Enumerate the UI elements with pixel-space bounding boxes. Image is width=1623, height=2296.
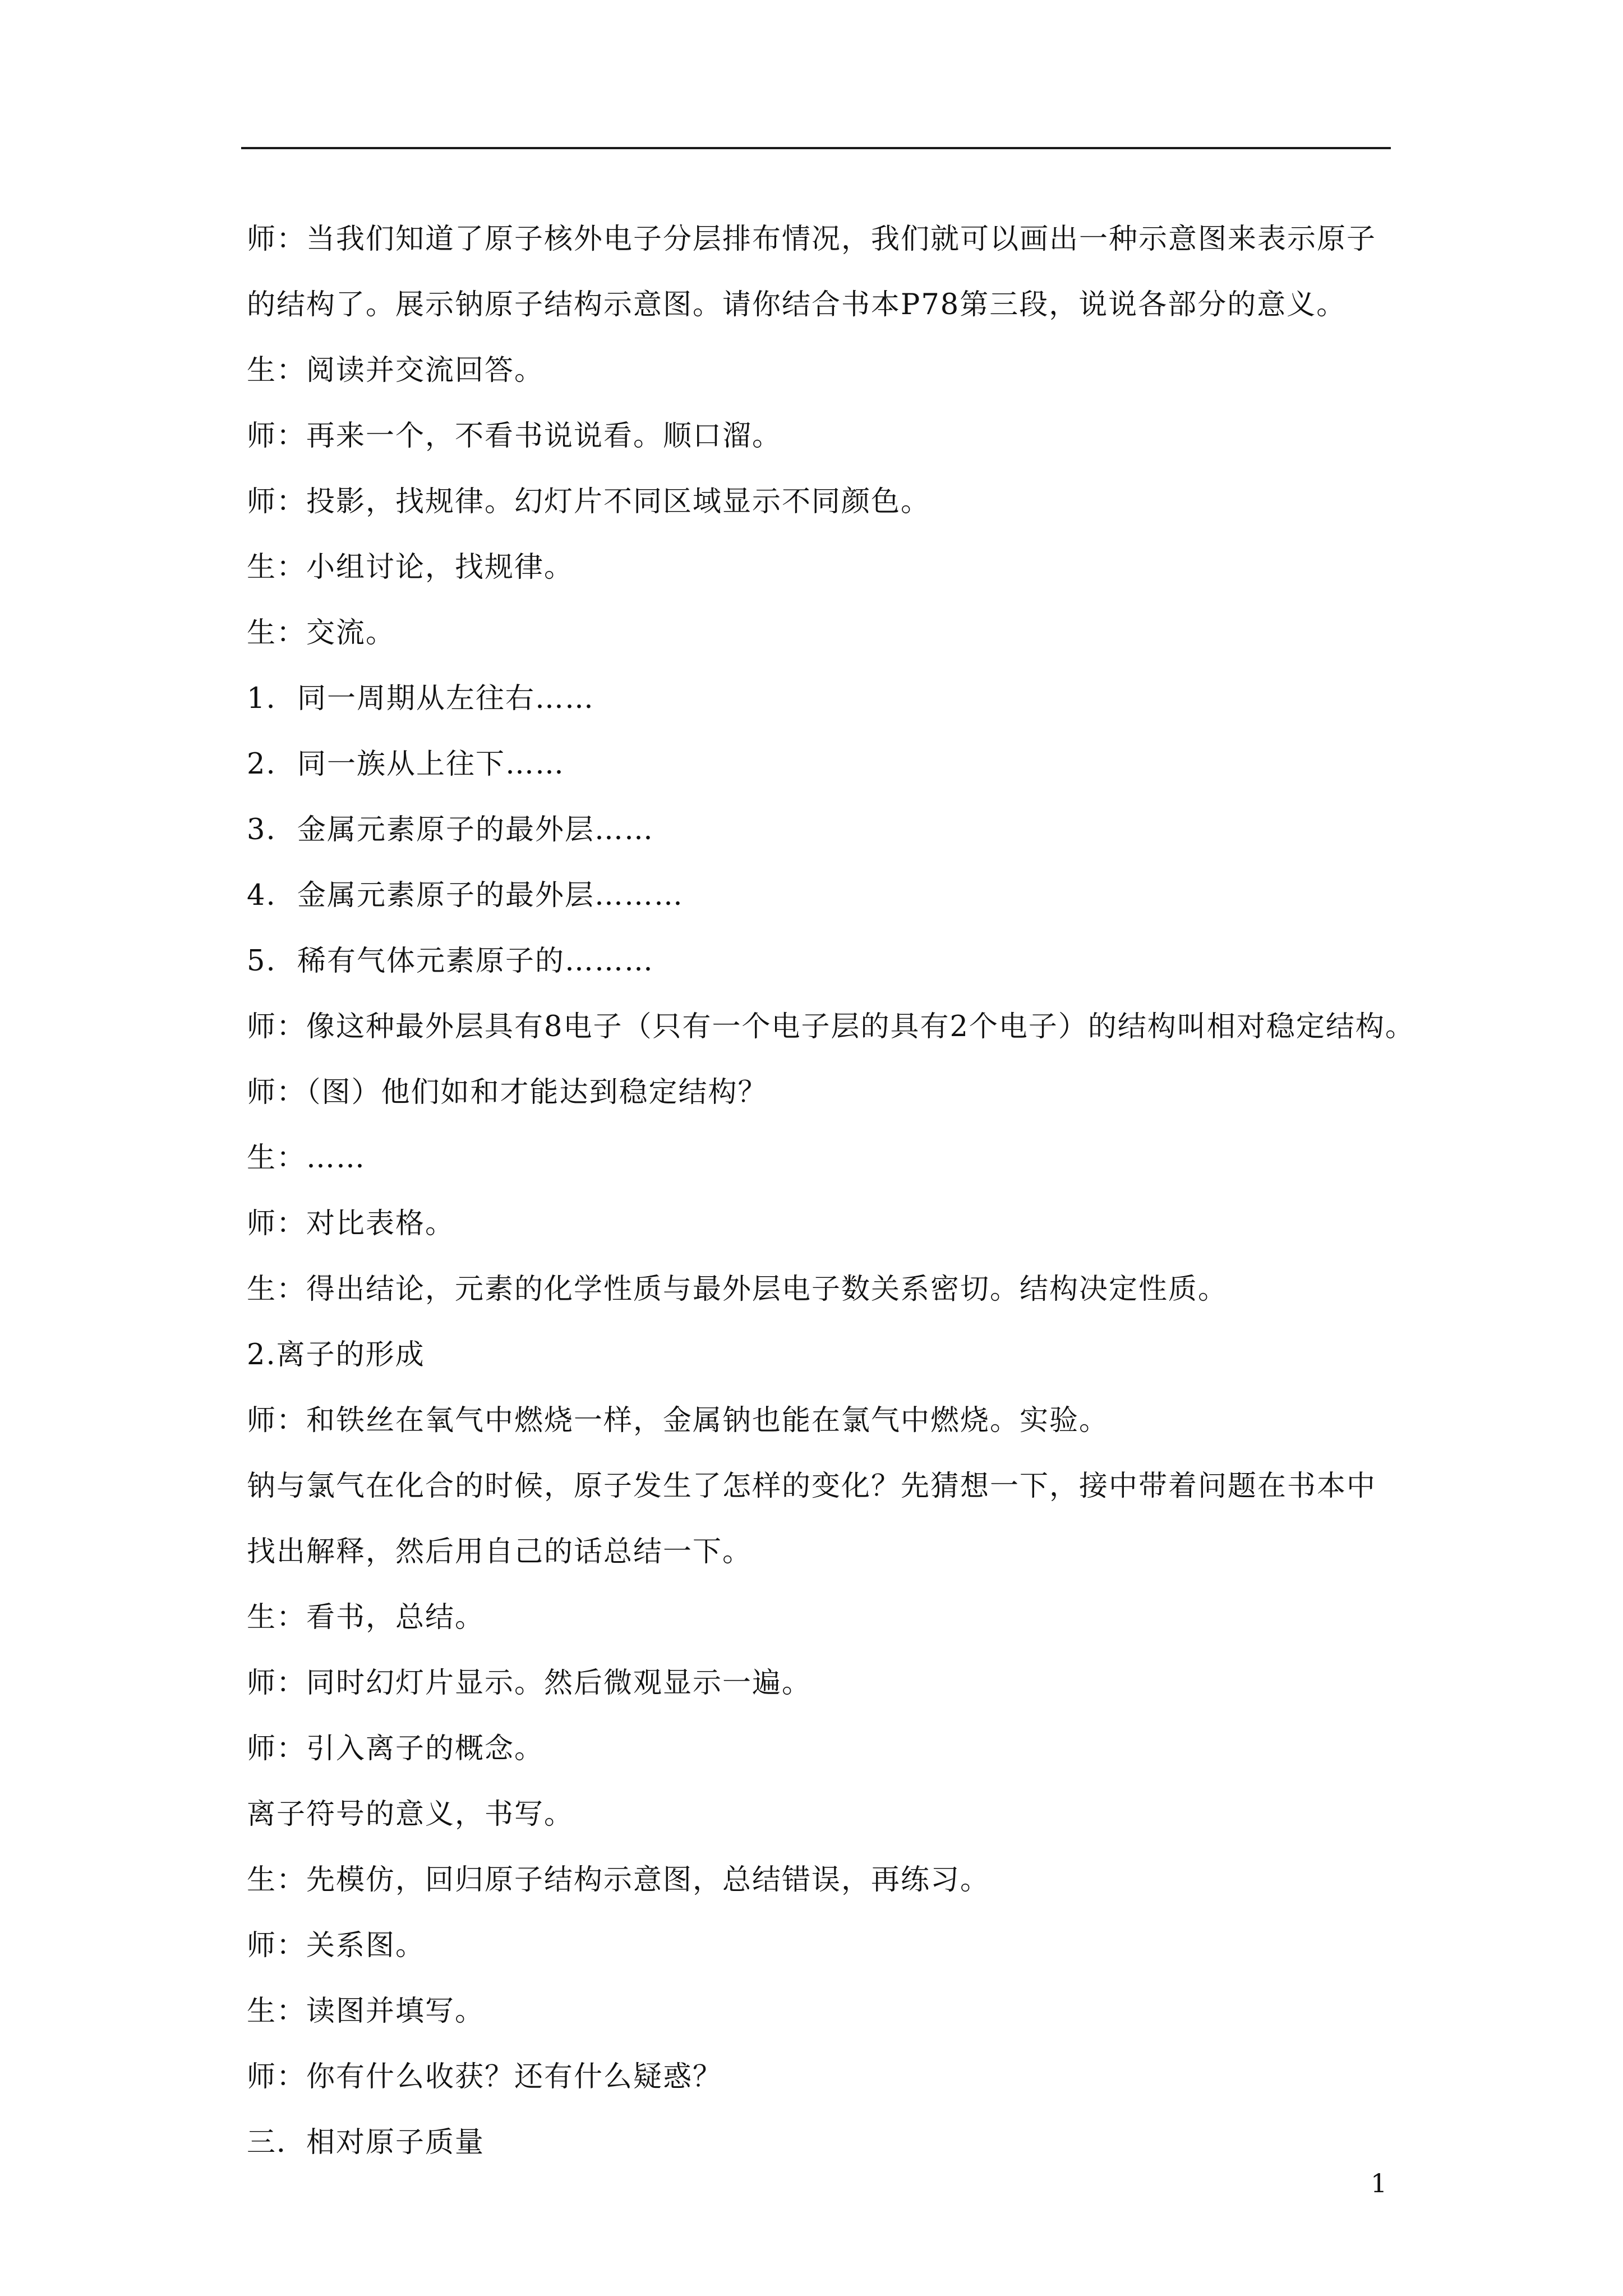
list-item-number: 5. xyxy=(247,945,276,978)
list-item-number: 4. xyxy=(247,879,276,912)
paragraph: 生：看书，总结。 xyxy=(247,1601,485,1634)
document-body xyxy=(247,206,1415,2175)
header-rule xyxy=(241,147,1391,149)
list-item-text: 金属元素原子的最外层…… xyxy=(297,813,654,846)
paragraph: 师：（图）他们如和才能达到稳定结构？ xyxy=(247,1076,768,1109)
paragraph: 师：和铁丝在氧气中燃烧一样，金属钠也能在氯气中燃烧。实验。 xyxy=(247,1404,1109,1437)
list-item-number: 3. xyxy=(247,813,276,846)
list-item xyxy=(247,863,1402,928)
list-item-text: 金属元素原子的最外层……… xyxy=(297,879,684,912)
paragraph: 生：读图并填写。 xyxy=(247,1995,485,2028)
paragraph: 师：对比表格。 xyxy=(247,1207,455,1240)
paragraph: 生：交流。 xyxy=(247,616,396,650)
list-item-text: 稀有气体元素原子的……… xyxy=(297,945,654,978)
list-item-number: 1. xyxy=(247,682,276,715)
section-heading: 三．相对原子质量 xyxy=(247,2126,485,2159)
list-item-text: 同一族从上往下…… xyxy=(297,748,565,781)
paragraph: 生：阅读并交流回答。 xyxy=(247,354,545,387)
list-item xyxy=(247,666,1402,731)
paragraph: 生：先模仿，回归原子结构示意图，总结错误，再练习。 xyxy=(247,1864,990,1897)
paragraph: 师：投影，找规律。幻灯片不同区域显示不同颜色。 xyxy=(247,485,931,518)
paragraph: 师：引入离子的概念。 xyxy=(247,1732,545,1765)
list-item-text: 同一周期从左往右…… xyxy=(297,682,595,715)
paragraph: 师：你有什么收获？还有什么疑惑？ xyxy=(247,2060,723,2093)
list-item xyxy=(247,928,1402,994)
paragraph: 师：当我们知道了原子核外电子分层排布情况，我们就可以画出一种示意图来表示原子的结构了。展示钠原子结构示意图。请你结合书本P78第三段，说说各部分的意义。 xyxy=(247,223,1377,321)
paragraph: 师：像这种最外层具有8电子（只有一个电子层的具有2个电子）的结构叫相对稳定结构。 xyxy=(247,1010,1415,1043)
paragraph: 生：小组讨论，找规律。 xyxy=(247,551,574,584)
paragraph: 生：得出结论，元素的化学性质与最外层电子数关系密切。结构决定性质。 xyxy=(247,1273,1228,1306)
paragraph: 生：…… xyxy=(247,1142,366,1175)
paragraph: 钠与氯气在化合的时候，原子发生了怎样的变化？先猜想一下，接中带着问题在书本中找出解释，然后用自己的话总结一下。 xyxy=(247,1470,1377,1568)
page-number: 1 xyxy=(1371,2168,1387,2198)
paragraph: 离子符号的意义，书写。 xyxy=(247,1798,574,1831)
list-item-number: 2. xyxy=(247,748,276,781)
list-item xyxy=(247,797,1402,863)
paragraph: 师：同时幻灯片显示。然后微观显示一遍。 xyxy=(247,1667,812,1700)
paragraph: 师：再来一个，不看书说说看。顺口溜。 xyxy=(247,420,782,453)
paragraph: 师：关系图。 xyxy=(247,1929,426,1962)
list-item xyxy=(247,731,1402,797)
section-heading: 2.离子的形成 xyxy=(247,1338,425,1372)
